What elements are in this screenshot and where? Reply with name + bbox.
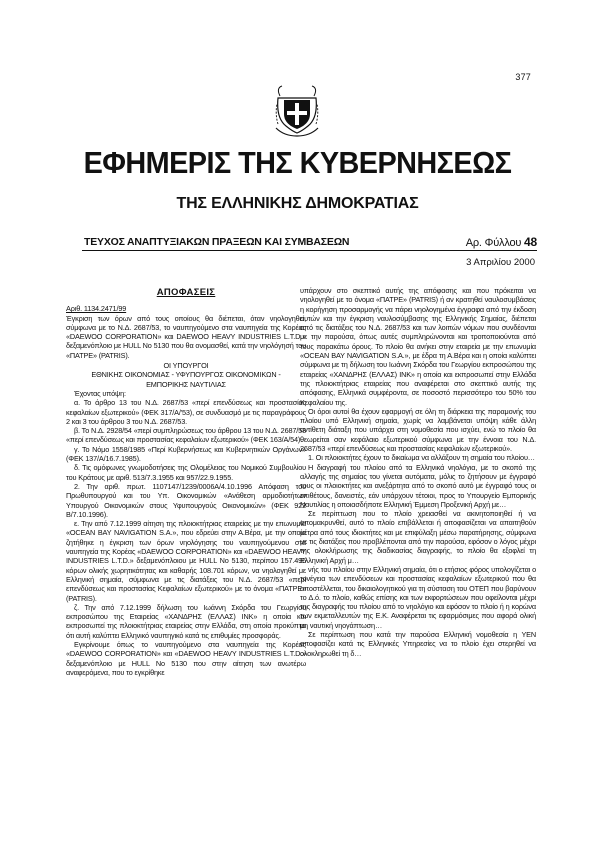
paragraph: νής του πλοίου στην Ελληνική σημαία, ότι ο ετήσιος φόρος υπολογίζεται ο τονέγεια των επενδύσεων και προστασίας κεφαλαίων εξωτερικού που θα αποστέλλεται, του δικαιολογητικού για τη σύσταση του ΟΤΕΠ που βαρύνουν το Δ.ό. το πλοίο, καθώς επίσης και των εκφορτώσεων που οφείλονται μέχρι της διαγραφής του πλοίου από το νηολόγιο και εφόσον το πλοίο ή η κορώνα των εκμεταλλευτών της Ε.Κ. Αναφέρεται τις εφαρμόσιμες που αφορά ολική μη ναυτική νηογάπτωση… [300,564,536,630]
paragraph: γ. Το Νόμο 1558/1985 «Περί Κυβερνήσεως και Κυβερνητικών Οργάνων» (ΦΕΚ 137/Α/16.7.1985). [66,444,306,464]
paragraph: ε. Την από 7.12.1999 αίτηση της πλοιοκτήτριας εταιρείας με την επωνυμία «OCEAN BAY NAVIGATION S.A.», που εδρεύει στην Α.Βέρα, με την οποία ζητήθηκε η έγκριση των όρων νηολόγησης του ναυπηγούμενου στα ναυπηγεία της Κορέας «DAEWOO CORPORATION» και «DAEWOO HEAVY INDUSTRIES L.T.D.» δεξαμενόπλοιου με HULL No 5130, περίπου 157.496 κόρων ολικής χωρητικότητας και καθαρής 108.701 κόρων, να νηολογηθεί με Ελληνική σημαία, σύμφωνα με τις διατάξεις του Ν.Δ. 2687/53 «περί επενδύσεως και προστασίας Κεφαλαίων εξωτερικού» με το όνομα «ΠΑΤΡΕ» (PATRIS). [66,519,306,603]
paragraph: Σε περίπτωση που κατά την παρούσα Ελληνική νομοθεσία η ΥΕΝ αποφασίζει κατά τις Ελληνικές Υπηρεσίες να το πλοίο έχει στερηθεί να ολοκληρωθεί τη δ… [300,629,536,658]
masthead-title: ΕΦΗΜΕΡΙΣ ΤΗΣ ΚΥΒΕΡΝΗΣΕΩΣ [83,145,512,180]
paragraph: 2. Την αριθ. πρωτ. 1107147/1239/0006Α/4.10.1996 Απόφαση του Πρωθυπουργού και του Υπ. Οικονομικών «Ανάθεση αρμοδιοτήτων Υπουργού Οικονομικών στους Υφυπουργούς Οικονομικών» (ΦΕΚ 922 Β/7.10.1996). [66,481,306,519]
paragraph: δ. Τις ομόφωνες γνωμοδοτήσεις της Ολομέλειας του Νομικού Συμβουλίου του Κράτους με αριθ. 513/7.3.1955 και 957/22.9.1955. [66,463,306,482]
right-column [300,286,536,658]
paragraph: υπάρχουν στο σκεπτικό αυτής της απόφασης και που πρόκειται να νηολογηθεί με το όνομα «ΠΑΤΡΕ» (PATRIS) ή αν κρατηθεί ναυλοσυμβάσεις η κορήγηση προσαρμογής να πάρει νηολογημένα έγγραφα από την έκδοση αυτών και την έγκριση ναυλοσύμβασης της Ελληνικής Σημαίας, διέπεται από τις διατάξεις του Ν.Δ. 2687/53 και των λοιπών νόμων που συνδέονται με την παρούσα, όπως αυτές συμπληρώνονται και τροποποιούνται από τους παρακάτω όρους. Το πλοίο θα ανήκει στην εταιρεία με την επωνυμία «OCEAN BAY NAVIGATION S.A.», με έδρα τη Α.Βέρα και η οποία καλύπτει σύμφωνα με τη δήλωση του Ιωάννη Σκόρδα του Γεωργίου εκπροσώπου της εταιρείας «ΧΑΝΔΡΗΣ (ΕΛΛΑΣ) INK» η οποία και εκπροσωπεί στην Ελλάδα της πλοιοκτήτριας εταιρείας που αναφέρεται στο σκεπτικό αυτής της απόφασης, Ελληνικά συμφέροντα, σε ποσοστό περισσότερο του 50% του Κεφαλαίου της. [300,286,536,407]
issue-date: 3 Απριλίου 2000 [466,257,535,268]
ministries-heading: ΕΘΝΙΚΗΣ ΟΙΚΟΝΟΜΙΑΣ - ΥΦΥΠΟΥΡΓΟΣ ΟΙΚΟΝΟΜΙΚΩΝ - ΕΜΠΟΡΙΚΗΣ ΝΑΥΤΙΛΙΑΣ [91,370,281,389]
paragraph: ζ. Την από 7.12.1999 δήλωση του Ιωάννη Σκόρδα του Γεωργίου εκπροσώπου της Εταιρείας «ΧΑΝΔΡΗΣ (ΕΛΛΑΣ) INK» η οποία και εκπροσωπεί της πλοιοκτήτριας εταιρείας στην Ελλάδα, στη οποία προκύπτει ότι αυτή καλύπτει Ελληνικό ναυπηγικό κατά τις επιθυμίες προσφοράς. [66,602,306,640]
paragraph: β. Το Ν.Δ. 2928/54 «περί συμπληρώσεως του άρθρου 13 του Ν.Δ. 2687/53 «περί επενδύσεως και προστασίας κεφαλαίων εξωτερικού» (ΦΕΚ 163/Α/54). [66,426,306,445]
left-column [66,286,306,677]
paragraph: Εγκρίνουμε όπως το ναυπηγούμενο στα ναυπηγεία της Κορέας «DAEWOO CORPORATION» και «DAEWOO HEAVY INDUSTRIES L.T.D.» δεξαμενόπλοιο με HULL No 5130 που στην αίτηση των ανωτέρω αναφερόμενα, που το εγκρίθηκε [66,639,306,677]
issue-header [82,236,537,251]
page-number: 377 [515,72,531,82]
section-heading: ΑΠΟΦΑΣΕΙΣ [156,287,216,298]
masthead-subtitle: ΤΗΣ ΕΛΛΗΝΙΚΗΣ ΔΗΜΟΚΡΑΤΙΑΣ [176,195,419,212]
decision-title: Έγκριση των όρων από τους οποίους θα διέπεται, όταν νηολογηθεί, σύμφωνα με το Ν.Δ. 2687/53, το ναυπηγούμενο στα ναυπηγεία της Κορέας «DAEWOO CORPORATION» και DAEWOO HEAVY INDUSTRIES L.T.D.» δεξαμενόπλοιο με HULL No 5130 που θα ονομασθεί, κατά την νηολόγησή του «ΠΑΤΡΕ» (PATRIS). [66,313,306,360]
paragraph: α. Το άρθρο 13 του Ν.Δ. 2687/53 «περί επενδύσεως και προστασίας κεφαλαίων εξωτερικού» (ΦΕΚ 317/Α/'53), σε συνδυασμό με τις παραγράφους 2 και 3 του άρθρου 3 του Ν.Δ. 2687/53. [66,398,306,426]
paragraph: Έχοντας υπόψη: [74,388,126,398]
issue-series: ΤΕΥΧΟΣ ΑΝΑΠΤΥΞΙΑΚΩΝ ΠΡΑΞΕΩΝ ΚΑΙ ΣΥΜΒΑΣΕΩΝ [84,236,350,248]
paragraph: 1. Οι πλοιοκτήτες έχουν το δικαίωμα να αλλάξουν τη σημαία του πλοίου… [308,453,535,463]
paragraph: Οι όροι αυτοί θα έχουν εφαρμογή σε όλη τη διάρκεια της παραμονής του πλοίου υπό Ελληνική σημαία, χωρίς να λαμβάνεται υπόψη κάθε άλλη αντίθετη διάταξη που υπάρχει στη νομοθεσία που ισχύει, ενώ το πλοίο θα θεωρείται σαν κεφάλαιο εξωτερικού σύμφωνα με την έννοια του Ν.Δ. 2687/53 «περί επενδύσεως και προστασίας κεφαλαίων εξωτερικού». [300,406,536,454]
paragraph: Η διαγραφή του πλοίου από τα Ελληνικά νηολόγια, με το σκοπό της αλλαγής της σημαίας του γίνεται αυτόματα, μόλις το ζητήσουν με έγγραφό τους οι πλοιοκτήτες και ανεξάρτητα από το σκοπό αυτό με έγγραφό τους οι επιθέτους, δανειστές, εάν υπάρχουν τέτοιοι, προς το Υπουργείο Εμπορικής Ναυτιλίας η οποιασδήποτε Ελληνική Έμμεση Προξενική Αρχή με… [300,462,536,509]
decision-number: Αριθ. 1134.2471/99 [66,304,127,314]
sheet-number-value: 48 [524,235,537,249]
sheet-number [466,235,537,249]
sheet-label: Αρ. Φύλλου [465,237,522,249]
paragraph: Σε περίπτωση που το πλοίο χρειασθεί να ακινητοποιηθεί ή να απομακρυνθεί, αυτό το πλοίο επιβάλλεται ή αποφασίζεται να απαιτηθούν μέτρα από τους ιδιοκτήτες και με επιφύλαξη μέσω παρατήρησης, σύμφωνα με τις διατάξεις που προβλέπονται από την παρούσα, εφόσον ο λόγος μέχρι της ολοκλήρωσης της διαδικασίας διαγραφής, το πλοίο θα εξοφλεί τη Ελληνική Αρχή μ… [300,509,536,565]
coat-of-arms-icon [272,84,322,138]
ministers-heading: ΟΙ ΥΠΟΥΡΓΟΙ [163,361,209,371]
